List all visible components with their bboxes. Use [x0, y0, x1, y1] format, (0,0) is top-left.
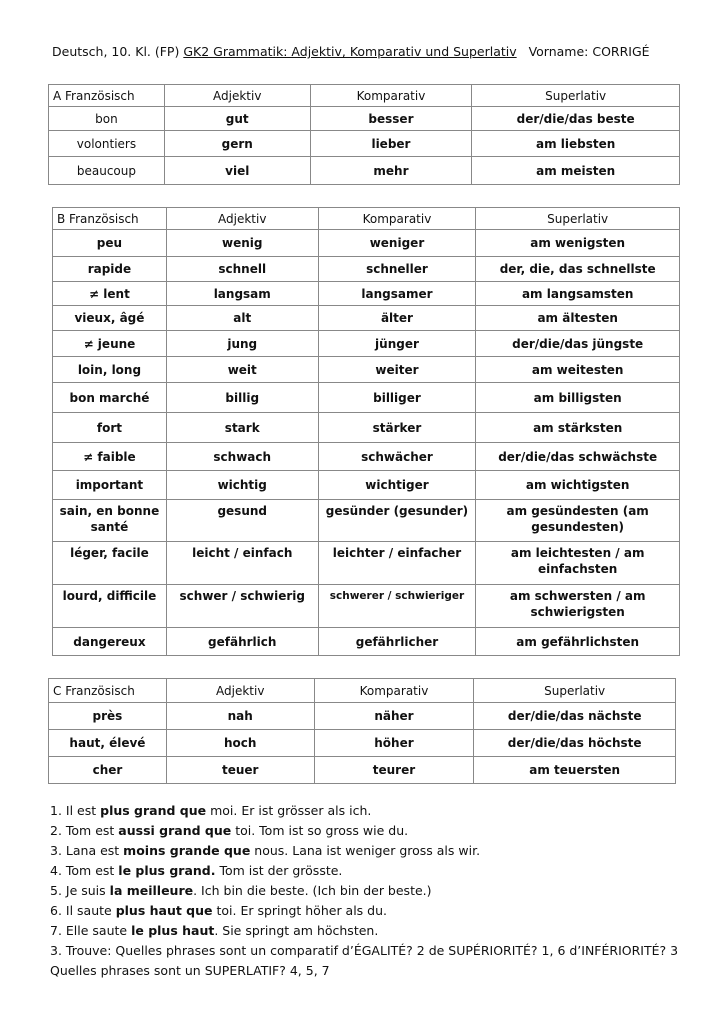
french-cell: ≠ lent: [53, 282, 167, 306]
superlativ-cell: der/die/das nächste: [474, 703, 676, 730]
sentence: [50, 821, 690, 841]
komparativ-cell: weiter: [318, 357, 476, 383]
table-row: [53, 500, 680, 542]
french-cell: beaucoup: [49, 157, 165, 185]
sentence-highlight: le plus grand.: [118, 863, 216, 878]
superlativ-cell: am billigsten: [476, 383, 680, 413]
french-cell: près: [49, 703, 167, 730]
table-row: [49, 730, 676, 757]
superlativ-cell: am teuersten: [474, 757, 676, 784]
superlativ-cell: am langsamsten: [476, 282, 680, 306]
french-cell: volontiers: [49, 131, 165, 157]
sentence-start: 5. Je suis: [50, 883, 110, 898]
superlativ-cell: am gesündesten (am gesundesten): [476, 500, 680, 542]
header-cell: Komparativ: [318, 208, 476, 230]
adjektiv-cell: leicht / einfach: [166, 542, 318, 585]
sentence-highlight: le plus haut: [131, 923, 215, 938]
header-cell: Superlativ: [474, 679, 676, 703]
table-row: [53, 282, 680, 306]
komparativ-cell: schneller: [318, 257, 476, 282]
komparativ-cell: weniger: [318, 230, 476, 257]
adjektiv-cell: gesund: [166, 500, 318, 542]
page-header: [52, 44, 650, 59]
komparativ-cell: mehr: [310, 157, 472, 185]
komparativ-cell: jünger: [318, 331, 476, 357]
adjektiv-cell: viel: [164, 157, 310, 185]
adjektiv-cell: alt: [166, 306, 318, 331]
superlativ-cell: am wenigsten: [476, 230, 680, 257]
sentence: [50, 861, 690, 881]
adjektiv-cell: teuer: [166, 757, 314, 784]
sentence: [50, 881, 690, 901]
komparativ-cell: billiger: [318, 383, 476, 413]
table-row: [49, 157, 680, 185]
komparativ-cell: schwerer / schwieriger: [318, 585, 476, 628]
table-row: [49, 703, 676, 730]
sentence-end: Tom ist der grösste.: [215, 863, 343, 878]
adjektiv-cell: billig: [166, 383, 318, 413]
french-cell: ≠ jeune: [53, 331, 167, 357]
french-cell: loin, long: [53, 357, 167, 383]
header-cell: Superlativ: [476, 208, 680, 230]
superlativ-cell: der/die/das schwächste: [476, 443, 680, 471]
sentence-end: . Sie springt am höchsten.: [214, 923, 379, 938]
sentence-start: 4. Tom est: [50, 863, 119, 878]
table-row: [53, 331, 680, 357]
header-cell: Adjektiv: [166, 208, 318, 230]
sentence-start: 2. Tom est: [50, 823, 119, 838]
french-cell: lourd, difficile: [53, 585, 167, 628]
komparativ-cell: älter: [318, 306, 476, 331]
header-cell: Komparativ: [310, 85, 472, 107]
komparativ-cell: höher: [314, 730, 474, 757]
superlativ-cell: am meisten: [472, 157, 680, 185]
sentence-start: 1. Il est: [50, 803, 101, 818]
komparativ-cell: stärker: [318, 413, 476, 443]
header-cell: Komparativ: [314, 679, 474, 703]
superlativ-cell: am ältesten: [476, 306, 680, 331]
french-cell: bon: [49, 107, 165, 131]
vorname-label: Vorname: CORRIGÉ: [528, 44, 650, 59]
komparativ-cell: schwächer: [318, 443, 476, 471]
komparativ-cell: langsamer: [318, 282, 476, 306]
table-row: [49, 131, 680, 157]
table-header-row: [49, 679, 676, 703]
table-row: [53, 542, 680, 585]
adjektiv-cell: schwer / schwierig: [166, 585, 318, 628]
sentence: [50, 921, 690, 941]
superlativ-cell: am liebsten: [472, 131, 680, 157]
komparativ-cell: gesünder (gesunder): [318, 500, 476, 542]
table-row: [53, 383, 680, 413]
table-b: [52, 207, 680, 656]
header-cell: Adjektiv: [164, 85, 310, 107]
table-row: [53, 628, 680, 656]
sentence-highlight: plus grand que: [100, 803, 207, 818]
superlativ-cell: am stärksten: [476, 413, 680, 443]
french-cell: vieux, âgé: [53, 306, 167, 331]
course-label: Deutsch, 10. Kl. (FP): [52, 44, 184, 59]
french-cell: dangereux: [53, 628, 167, 656]
adjektiv-cell: weit: [166, 357, 318, 383]
table-c: [48, 678, 676, 784]
header-cell: Adjektiv: [166, 679, 314, 703]
komparativ-cell: wichtiger: [318, 471, 476, 500]
superlativ-cell: am wichtigsten: [476, 471, 680, 500]
sentence-highlight: plus haut que: [115, 903, 213, 918]
adjektiv-cell: wichtig: [166, 471, 318, 500]
sentence-highlight: moins grande que: [123, 843, 251, 858]
sentence: [50, 841, 690, 861]
komparativ-cell: gefährlicher: [318, 628, 476, 656]
header-cell: B Französisch: [53, 208, 167, 230]
superlativ-cell: der/die/das beste: [472, 107, 680, 131]
trouve-question: 3. Trouve: Quelles phrases sont un comparatif d’ÉGALITÉ? 2 de SUPÉRIORITÉ? 1, 6 d’INFÉRIORITÉ? 3 Quelles phrases sont un SUPERLATIF? 4, 5, 7: [50, 943, 679, 978]
header-cell: C Französisch: [49, 679, 167, 703]
table-header-row: [53, 208, 680, 230]
table-a: [48, 84, 680, 185]
superlativ-cell: am schwersten / am schwierigsten: [476, 585, 680, 628]
french-cell: ≠ faible: [53, 443, 167, 471]
french-cell: important: [53, 471, 167, 500]
sentence: [50, 901, 690, 921]
komparativ-cell: teurer: [314, 757, 474, 784]
example-sentences: [50, 801, 690, 981]
superlativ-cell: am weitesten: [476, 357, 680, 383]
table-row: [49, 107, 680, 131]
adjektiv-cell: stark: [166, 413, 318, 443]
table-row: [53, 357, 680, 383]
sentence-end: nous. Lana ist weniger gross als wir.: [250, 843, 481, 858]
adjektiv-cell: schwach: [166, 443, 318, 471]
table-row: [53, 230, 680, 257]
superlativ-cell: der, die, das schnellste: [476, 257, 680, 282]
table-row: [53, 471, 680, 500]
superlativ-cell: der/die/das höchste: [474, 730, 676, 757]
sentence-start: 7. Elle saute: [50, 923, 132, 938]
adjektiv-cell: nah: [166, 703, 314, 730]
french-cell: cher: [49, 757, 167, 784]
komparativ-cell: lieber: [310, 131, 472, 157]
header-cell: Superlativ: [472, 85, 680, 107]
adjektiv-cell: langsam: [166, 282, 318, 306]
french-cell: sain, en bonne santé: [53, 500, 167, 542]
table-header-row: [49, 85, 680, 107]
french-cell: rapide: [53, 257, 167, 282]
sentence-end: toi. Er springt höher als du.: [212, 903, 388, 918]
table-row: [49, 757, 676, 784]
table-row: [53, 585, 680, 628]
sentence-end: . Ich bin die beste. (Ich bin der beste.): [193, 883, 432, 898]
table-row: [53, 443, 680, 471]
sentence-start: 3. Lana est: [50, 843, 124, 858]
header-cell: A Französisch: [49, 85, 165, 107]
sentence-end: moi. Er ist grösser als ich.: [206, 803, 372, 818]
french-cell: bon marché: [53, 383, 167, 413]
table-row: [53, 257, 680, 282]
sentence-end: toi. Tom ist so gross wie du.: [231, 823, 409, 838]
adjektiv-cell: gut: [164, 107, 310, 131]
adjektiv-cell: hoch: [166, 730, 314, 757]
adjektiv-cell: wenig: [166, 230, 318, 257]
adjektiv-cell: schnell: [166, 257, 318, 282]
sentence-highlight: aussi grand que: [118, 823, 232, 838]
worksheet-title: GK2 Grammatik: Adjektiv, Komparativ und Superlativ: [183, 44, 517, 59]
sentence-highlight: la meilleure: [109, 883, 194, 898]
komparativ-cell: leichter / einfacher: [318, 542, 476, 585]
french-cell: léger, facile: [53, 542, 167, 585]
french-cell: haut, élevé: [49, 730, 167, 757]
sentence: [50, 801, 690, 821]
komparativ-cell: näher: [314, 703, 474, 730]
superlativ-cell: der/die/das jüngste: [476, 331, 680, 357]
table-row: [53, 306, 680, 331]
adjektiv-cell: gefährlich: [166, 628, 318, 656]
french-cell: fort: [53, 413, 167, 443]
komparativ-cell: besser: [310, 107, 472, 131]
superlativ-cell: am gefährlichsten: [476, 628, 680, 656]
sentence-start: 6. Il saute: [50, 903, 116, 918]
table-row: [53, 413, 680, 443]
adjektiv-cell: gern: [164, 131, 310, 157]
french-cell: peu: [53, 230, 167, 257]
superlativ-cell: am leichtesten / am einfachsten: [476, 542, 680, 585]
adjektiv-cell: jung: [166, 331, 318, 357]
